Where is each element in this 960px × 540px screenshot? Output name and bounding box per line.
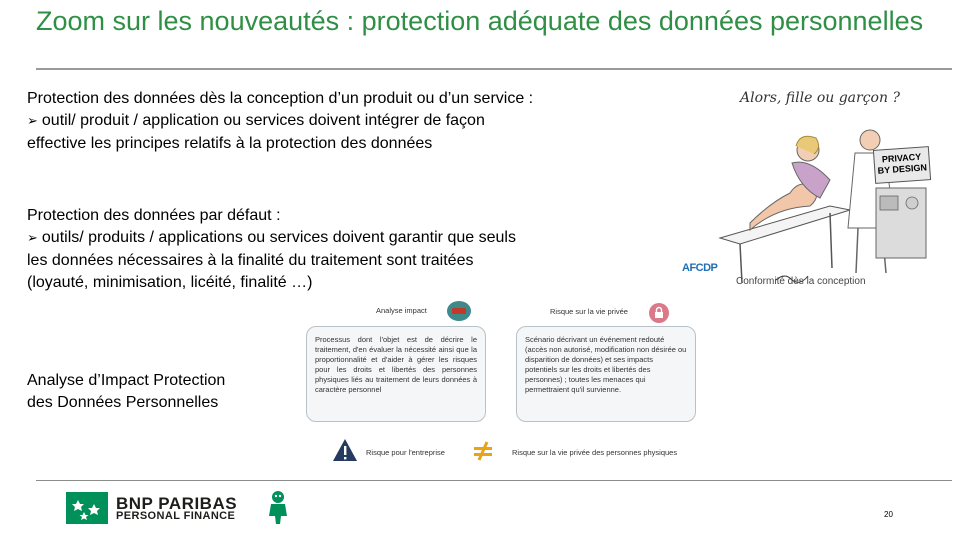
section3-line1: Analyse d’Impact Protection [27,372,226,389]
section3-line2: des Données Personnelles [27,394,219,411]
section1-bullet-line [27,110,677,133]
warning-icon [332,438,358,462]
afcdp-logo: AFCDP [682,262,718,274]
arrow-bullet-icon: ➢ [27,231,38,246]
footer-divider [36,480,952,481]
mascot-icon [266,490,290,526]
title-divider [36,68,952,70]
page-number: 20 [884,510,893,519]
section-dpia [27,370,287,414]
section1-continuation: effective les principes relatifs à la protection des données [27,135,433,152]
analysis-impact-icon [446,300,472,322]
dpia-definition-box: Processus dont l'objet est de décrire le traitement, d'en évaluer la nécessité ainsi que la proportionnalité et d'aider à gérer les risques pour les droits et libertés des personnes physiques liés au traitement de leurs données à caractère personnel [306,326,486,422]
section2-bullet: outils/ produits / applications ou services doivent garantir que seuls [41,229,516,246]
label-company-risk: Risque pour l'entreprise [366,448,445,457]
dpia-diagram [300,298,700,468]
illustration-caption-bottom: Conformité dès la conception [736,276,866,287]
section-privacy-by-default [27,205,627,294]
slide-title: Zoom sur les nouveautés : protection adéquate des données personnelles [36,6,924,36]
illustration-caption-top: Alors, fille ou garçon ? [740,90,900,106]
privacy-by-design-illustration [680,88,952,298]
bnp-stars-logo-icon [66,492,108,524]
cartoon-drawing [680,88,952,298]
brand-name-line2: PERSONAL FINANCE [116,510,236,522]
section2-line2: les données nécessaires à la finalité du traitement sont traitées [27,252,474,269]
lock-icon [648,302,670,324]
arrow-bullet-icon: ➢ [27,114,38,129]
not-equal-icon [472,440,494,462]
section2-heading: Protection des données par défaut : [27,207,281,224]
privacy-risk-definition-box: Scénario décrivant un événement redouté (accès non autorisé, modification non désirée ou disparition de données) et ses impacts potentiels sur les droits et libertés des personnes) ; toutes les menaces qui permettraient qu'il survienne. [516,326,696,422]
privacy-by-design-sign: PRIVACY BY DESIGN [873,146,931,184]
label-person-risk: Risque sur la vie privée des personnes physiques [512,448,678,457]
section2-line3: (loyauté, minimisation, licéité, finalité …) [27,274,313,291]
label-analysis-impact: Analyse impact [376,306,427,315]
section2-bullet-line [27,227,627,250]
section1-bullet: outil/ produit / application ou services doivent intégrer de façon [41,112,485,129]
section-privacy-by-design [27,88,677,155]
label-privacy-risk: Risque sur la vie privée [550,307,628,316]
brand-name-line1: BNP PARIBAS [116,494,238,513]
section1-heading: Protection des données dès la conception d’un produit ou d’un service : [27,90,534,107]
